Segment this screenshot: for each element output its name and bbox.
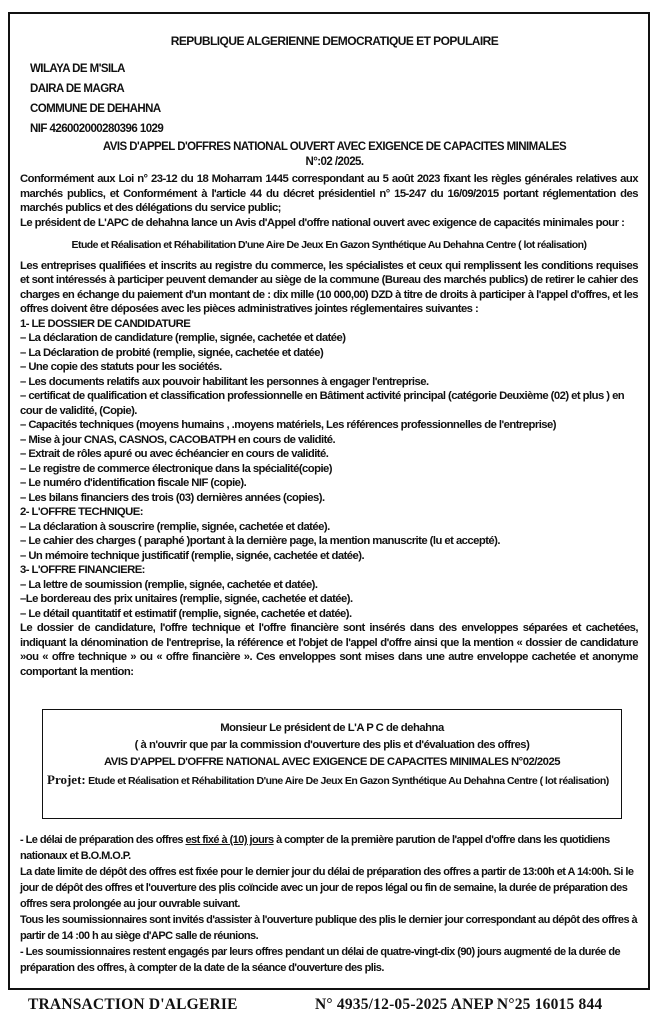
list-item: – Extrait de rôles apuré ou avec échéancier en cours de validité. [20,448,329,460]
list-item: – Une copie des statuts pour les sociétés. [20,361,222,373]
envelope-project [43,771,621,790]
list-item: – Le registre de commerce électronique dans la spécialité(copie) [20,462,332,475]
list-item: – Le détail quantitatif et estimatif (remplie, signée, cachetée et datée). [20,607,352,620]
envelope-mention-box [42,709,622,819]
envelope-notice-ref: AVIS D'APPEL D'OFFRE NATIONAL AVEC EXIGENCE DE CAPACITES MINIMALES N°02/2025 [103,756,561,768]
list-item: – Les bilans financiers des trois (03) dernières années (copies). [20,491,325,504]
nif: NIF 426002000280396 1029 [30,123,164,135]
project-title: Etude et Réalisation et Réhabilitation D'une Aire De Jeux En Gazon Synthétique Au Dehahna Centre ( lot réalisation) [71,239,587,251]
envelopes-paragraph: Le dossier de candidature, l'offre technique et l'offre financière sont insérés dans des enveloppes séparées et cachetées, indiquant la dénomination de l'entreprise, la référence et l'objet de l'appel d'offre ainsi que la mention « dossier de candidature »ou « offre technique » ou « offre financière ». Ces enveloppes sont mises dans une autre enveloppe cachetée et anonyme comportant la mention: [20,622,638,678]
public-opening: Tous les soumissionnaires sont invités d'assister à l'ouverture publique des plis le dernier jour correspondant au dépôt des offres à partir de 14 :00 h au siège d'APC salle de réunions. [20,914,638,942]
republic-heading: REPUBLIQUE ALGERIENNE DEMOCRATIQUE ET POPULAIRE [170,34,499,48]
list-item: – Un mémoire technique justificatif (remplie, signée, cachetée et datée). [20,549,365,562]
delay-text-end: à compter de la première parution de l'appel d'offre dans les quotidiens nationaux et B.O.M.O.P. [20,834,610,862]
section-offre-financiere [20,563,638,621]
preparation-delay [20,832,638,864]
list-item: – certificat de qualification et classification professionnelle en Bâtiment activité principal (catégorie Deuxième (02) et plus ) en cour de validité, (Copie). [20,390,625,417]
intro-block [20,172,638,679]
list-item: – Les documents relatifs aux pouvoir habilitant les personnes à engager l'entreprise. [20,375,429,388]
closing-block [20,832,638,976]
section-title: 3- L'OFFRE FINANCIERE: [20,564,145,576]
commune: COMMUNE DE DEHAHNA [30,103,161,115]
notice-number: N°:02 /2025. [305,156,364,168]
publication-name: TRANSACTION D'ALGERIE [28,996,238,1013]
list-item: –Le bordereau des prix unitaires (remplie, signée, cachetée et datée). [20,593,353,605]
list-item: – La lettre de soumission (remplie, signée, cachetée et datée). [20,578,318,591]
project-label: Projet: [47,772,86,787]
list-item: – La déclaration de candidature (remplie, signée, cachetée et datée) [20,332,346,344]
section-offre-technique [20,505,638,563]
deposit-deadline: La date limite de dépôt des offres est fixée pour le dernier jour du délai de préparation des offres a partir de 13:00h et A 14:00h. Si le jour de dépôt des offres et l'ouverture des plis coïncide avec un jour de repos légal ou fin de semaine, la durée de préparation des offres sera prolongée au jour ouvrable suivant. [20,866,634,910]
eligibility: Les entreprises qualifiées et inscrits au registre du commerce, les spécialistes et ceux qui remplissent les conditions requises et sont intéressés à participer peuvent demander au siège de la commune (Bureau des marchés publics) de retirer le cahier des charges en échange du paiement d'un montant de : dix mille (10 000,00) DZD à titre de droits à participer à l'appel d'offres, et les offres doivent être déposées avec les pièces administratives jointes réglementaires suivantes : [20,259,638,315]
list-item: – La déclaration à souscrire (remplie, signée, cachetée et datée). [20,520,330,533]
envelope-addressee: Monsieur Le président de L'A P C de dehahna [220,722,444,734]
envelope-instruction: ( à n'ouvrir que par la commission d'ouverture des plis et d'évaluation des offres) [134,739,530,751]
list-item: – Capacités techniques (moyens humains , .moyens matériels, Les références professionnelles de l'entreprise) [20,419,556,431]
delay-text: - Le délai de préparation des offres [20,834,186,846]
list-item: – Mise à jour CNAS, CASNOS, CACOBATPH en cours de validité. [20,433,336,446]
section-title: 2- L'OFFRE TECHNIQUE: [20,506,143,518]
offer-validity: - Les soumissionnaires restent engagés par leurs offres pendant un délai de quatre-vingt-dix (90) jours augmenté de la durée de préparation des offres, à compter de la date de la séance d'ouverture des plis. [20,946,621,974]
launch-statement: Le président de L'APC de dehahna lance un Avis d'Appel d'offre national ouvert avec exigence de capacités minimales pour : [20,216,625,229]
section-title: 1- LE DOSSIER DE CANDIDATURE [20,317,191,330]
wilaya: WILAYA DE M'SILA [30,63,125,75]
list-item: – Le numéro d'identification fiscale NIF (copie). [20,477,247,489]
daira: DAIRA DE MAGRA [30,83,125,95]
publication-reference: N° 4935/12-05-2025 ANEP N°25 16015 844 [315,996,603,1013]
list-item: – La Déclaration de probité (remplie, signée, cachetée et datée) [20,346,324,359]
project-name: Etude et Réalisation et Réhabilitation D'une Aire De Jeux En Gazon Synthétique Au Dehahna Centre ( lot réalisation) [88,775,609,787]
section-candidature [20,317,638,506]
delay-duration: est fixé à (10) jours [185,834,274,846]
notice-title: AVIS D'APPEL D'OFFRES NATIONAL OUVERT AVEC EXIGENCE DE CAPACITES MINIMALES [102,141,567,153]
list-item: – Le cahier des charges ( paraphé )portant à la dernière page, la mention manuscrite (lu et accepté). [20,535,500,547]
legal-basis: Conformément aux Loi n° 23-12 du 18 Moharram 1445 correspondant au 5 août 2023 fixant les règles générales relatives aux marchés publics, et Conformément à l'article 44 du décret présidentiel n° 15-247 du 16/09/2015 portant réglementation des marchés publics et des délégations du service public; [20,173,638,214]
